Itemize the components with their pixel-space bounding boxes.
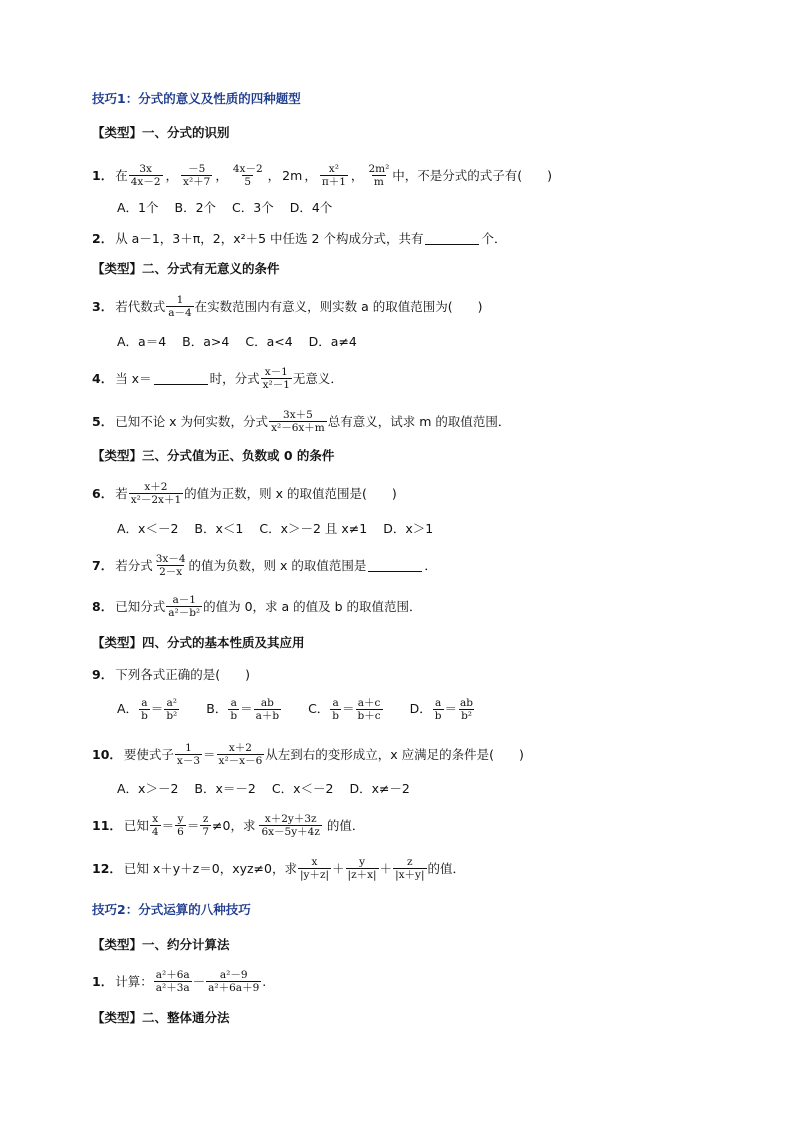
question-number: 1． [92, 974, 114, 989]
question-text: 若分式 [115, 558, 153, 573]
question-text: 的值为 0，求 a 的值及 b 的取值范围． [203, 599, 422, 614]
question-number: 1． [92, 168, 114, 183]
fraction [298, 856, 331, 881]
question-text: 在实数范围内有意义，则实数 a 的取值范围为( ) [194, 299, 483, 314]
numerator: －5 [188, 162, 206, 175]
denominator: |x＋y| [395, 868, 425, 881]
question-text: 已知 [123, 818, 149, 833]
numerator: a² [166, 696, 178, 709]
category-s2-2: 【类型】二、整体通分法 [92, 1010, 230, 1025]
section-heading-1: 技巧1：分式的意义及性质的四种题型 [92, 91, 301, 106]
question-text: 当 x＝ [115, 371, 152, 386]
option-c[interactable]: C．3个 [232, 200, 274, 215]
numerator: x＋2 [144, 480, 168, 493]
option-d[interactable]: D．x≠－2 [349, 781, 410, 796]
plus: ＋ [379, 861, 393, 876]
option-b[interactable]: B．x＜1 [194, 521, 244, 536]
numerator: a－1 [172, 593, 196, 606]
question-text: 从左到右的变形成立，x 应满足的条件是( ) [265, 747, 524, 762]
denominator: b [332, 709, 340, 722]
denominator: m [373, 175, 384, 188]
fraction [269, 409, 327, 434]
equals: ＝ [203, 747, 216, 762]
denominator: 6x－5y＋4z [261, 825, 320, 838]
denominator: a²－b² [168, 606, 201, 619]
numerator: x [152, 812, 159, 825]
question-number: 12． [92, 861, 122, 876]
question-text: 的值． [427, 861, 466, 876]
question-number: 8． [92, 599, 114, 614]
denominator: x²－x－6 [218, 754, 263, 767]
option-c[interactable]: C．a<4 [245, 334, 293, 349]
option-a[interactable]: A． $\frac{a}{b}$ ＝ $\frac{\text{a²}}{\text{b²}}$ [117, 696, 178, 722]
question-number: 10． [92, 747, 122, 762]
question-1 [92, 158, 552, 192]
denominator: b² [461, 709, 472, 722]
plus: ＋ [332, 861, 345, 876]
question-text: 时，分式 [209, 371, 260, 386]
fraction [366, 163, 391, 188]
question-text: 的值为负数，则 x 的取值范围是 [188, 558, 367, 573]
option-c[interactable]: C．x＜－2 [271, 781, 334, 796]
fraction [320, 163, 348, 188]
question-text: 若 [115, 486, 128, 501]
question-text: ≠0，求 [212, 818, 256, 833]
fraction [166, 294, 193, 319]
fraction [150, 813, 161, 838]
question-text: 计算： [115, 974, 153, 989]
numerator: ab [460, 696, 474, 709]
question-text: 已知 x＋y＋z＝0，xyz≠0，求 [123, 861, 297, 876]
question-5 [92, 404, 510, 438]
section-heading-2: 技巧2：分式运算的八种技巧 [92, 902, 251, 917]
numerator: 3x [139, 162, 152, 175]
options-6 [117, 518, 449, 538]
question-number: 11． [92, 818, 122, 833]
option-c[interactable]: C． $\frac{a}{b}$ ＝ $\frac{a+c}{b+c}$ [308, 696, 381, 722]
fraction [154, 553, 188, 578]
question-number: 5． [92, 414, 114, 429]
question-text: 若代数式 [115, 299, 166, 314]
question-3 [92, 289, 483, 323]
denominator: b [230, 709, 238, 722]
question-text: 在 [115, 168, 128, 183]
options-9 [117, 692, 476, 726]
options-1 [117, 197, 348, 217]
question-text: 下列各式正确的是( ) [115, 667, 250, 682]
numerator: a＋c [357, 696, 381, 709]
question-text: 已知分式 [115, 599, 166, 614]
fraction [231, 163, 265, 188]
fraction [129, 163, 163, 188]
comma: ， [304, 168, 317, 183]
question-text: 中，不是分式的式子有( ) [392, 168, 553, 183]
numerator: x＋2y＋3z [264, 812, 317, 825]
option-a[interactable]: A．x＞－2 [117, 781, 179, 796]
option-c[interactable]: C．x＞－2 且 x≠1 [259, 521, 368, 536]
denominator: x－3 [176, 754, 201, 767]
denominator: x²－6x＋m [271, 421, 325, 434]
denominator: π＋1 [321, 175, 346, 188]
question-8 [92, 589, 422, 623]
question-text: . [262, 973, 267, 989]
denominator: b [141, 709, 148, 722]
denominator: a²＋6a＋9 [208, 981, 260, 994]
equals: ＝ [161, 818, 175, 833]
numerator: 3x＋5 [283, 408, 313, 421]
numerator: z [407, 855, 413, 868]
comma: ， [165, 168, 179, 183]
comma: ， [215, 168, 228, 183]
question-text: 已知不论 x 为何实数，分式 [115, 414, 269, 429]
denominator: x²＋7 [183, 175, 211, 188]
question-text: 的值为正数，则 x 的取值范围是( ) [184, 486, 397, 501]
numerator: a²＋6a [155, 968, 190, 981]
question-text: 总有意义，试求 m 的取值范围． [327, 414, 511, 429]
fraction [346, 856, 379, 881]
numerator: x＋2 [228, 741, 252, 754]
question-number: 6． [92, 486, 114, 501]
denominator: a＋b [255, 709, 280, 722]
question-number: 9． [92, 667, 114, 682]
option-a[interactable]: A．x＜－2 [117, 521, 179, 536]
question-text: 个． [481, 231, 507, 246]
option-d[interactable]: D． $\frac{a}{b}$ ＝ $\frac{ab}{\text{b²}}$ [409, 696, 474, 722]
question-text: ． [424, 558, 437, 573]
options-3 [117, 331, 373, 351]
denominator: |z＋x| [347, 868, 377, 881]
option-a[interactable]: A．1个 [117, 200, 159, 215]
question-11 [92, 808, 364, 842]
fraction [154, 969, 192, 994]
fraction [393, 856, 426, 881]
question-text: 的值． [326, 818, 365, 833]
option-b[interactable]: B．x＝－2 [194, 781, 256, 796]
numerator: a [435, 696, 442, 709]
denominator: 6 [177, 825, 184, 838]
minus: － [192, 974, 206, 989]
numerator: 2m² [368, 162, 390, 175]
question-9 [92, 664, 250, 684]
answer-blank[interactable] [154, 371, 208, 385]
category-2: 【类型】二、分式有无意义的条件 [92, 261, 280, 276]
numerator: x [311, 855, 318, 868]
numerator: x² [328, 162, 339, 175]
question-text: 无意义． [292, 371, 343, 386]
fraction [206, 969, 261, 994]
question-10 [92, 737, 524, 771]
answer-blank[interactable] [368, 558, 422, 572]
numerator: a [141, 696, 148, 709]
category-3: 【类型】三、分式值为正、负数或 0 的条件 [92, 448, 335, 463]
denominator: 2－x [159, 565, 183, 578]
fraction [259, 813, 321, 838]
option-a[interactable]: A．a＝4 [117, 334, 167, 349]
question-12 [92, 851, 465, 885]
question-text: 从 a－1，3＋π，2，x²＋5 中任选 2 个构成分式，共有 [115, 231, 424, 246]
numerator: y [177, 812, 184, 825]
fraction [129, 481, 183, 506]
comma: ， [350, 168, 364, 183]
denominator: x²－2x＋1 [130, 493, 182, 506]
option-b[interactable]: B． $\frac{a}{b}$ ＝ $\frac{ab}{a+b}$ [206, 696, 280, 722]
numerator: 1 [185, 741, 192, 754]
category-s2-1: 【类型】一、约分计算法 [92, 937, 230, 952]
numerator: x－1 [264, 365, 288, 378]
option-b[interactable]: B．2个 [174, 200, 217, 215]
expression: 2m [282, 167, 303, 183]
fraction [200, 813, 211, 838]
denominator: b＋c [357, 709, 381, 722]
question-number: 4． [92, 371, 114, 386]
question-4 [92, 361, 343, 395]
numerator: ab [260, 696, 274, 709]
fraction [181, 163, 212, 188]
fraction [166, 594, 202, 619]
option-b[interactable]: B．a>4 [182, 334, 230, 349]
fraction [175, 742, 202, 767]
question-2 [92, 228, 506, 248]
option-d[interactable]: D．a≠4 [308, 334, 357, 349]
option-d[interactable]: D．4个 [289, 200, 333, 215]
denominator: 4 [151, 825, 159, 838]
numerator: a²－9 [219, 968, 248, 981]
denominator: |y＋z| [299, 868, 330, 881]
numerator: a [230, 696, 237, 709]
fraction [175, 813, 186, 838]
numerator: 3x－4 [155, 552, 186, 565]
question-text: 要使式子 [123, 747, 174, 762]
question-s2-1 [92, 964, 266, 998]
numerator: 4x－2 [232, 162, 263, 175]
question-number: 7． [92, 558, 114, 573]
answer-blank[interactable] [425, 231, 479, 245]
denominator: 4x－2 [130, 175, 161, 188]
category-4: 【类型】四、分式的基本性质及其应用 [92, 635, 305, 650]
numerator: z [202, 812, 209, 825]
denominator: 5 [244, 175, 252, 188]
category-1: 【类型】一、分式的识别 [92, 125, 230, 140]
fraction [217, 742, 265, 767]
numerator: y [359, 855, 366, 868]
equals: ＝ [186, 818, 200, 833]
numerator: 1 [176, 293, 184, 306]
denominator: b² [166, 709, 178, 722]
options-10 [117, 778, 426, 798]
denominator: b [434, 709, 442, 722]
denominator: 7 [202, 825, 210, 838]
numerator: a [332, 696, 339, 709]
fraction [261, 366, 292, 391]
question-7 [92, 548, 437, 582]
comma: ， [267, 168, 281, 183]
question-6 [92, 476, 397, 510]
option-d[interactable]: D．x＞1 [383, 521, 434, 536]
denominator: x²－1 [262, 378, 290, 391]
question-number: 2． [92, 231, 114, 246]
question-number: 3． [92, 299, 114, 314]
denominator: a－4 [168, 306, 192, 319]
denominator: a²＋3a [155, 981, 190, 994]
